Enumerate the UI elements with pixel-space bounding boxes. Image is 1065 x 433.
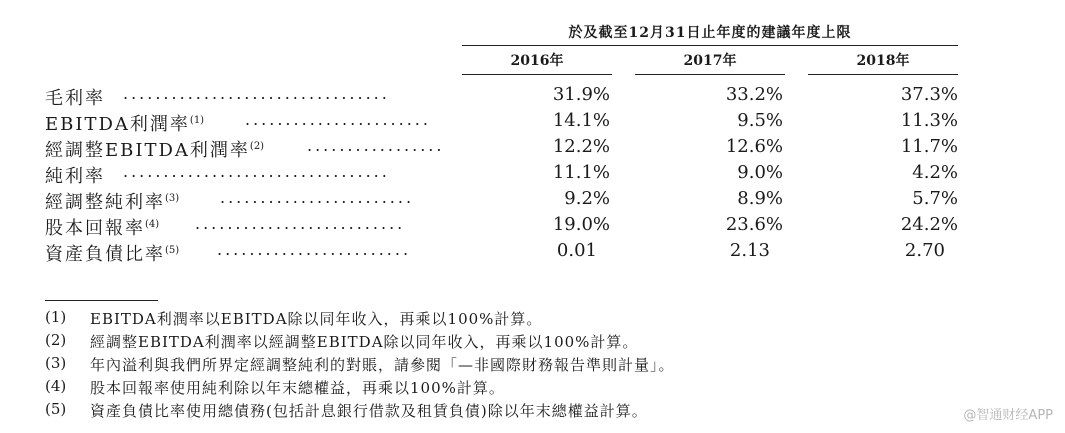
footnote-number: (2) bbox=[45, 331, 67, 349]
footnote-text: 經調整EBITDA利潤率以經調整EBITDA除以同年收入，再乘以100%計算。 bbox=[90, 333, 639, 351]
column-rule-2017 bbox=[635, 74, 785, 75]
row-label: 毛利率 bbox=[45, 88, 105, 109]
value-2017: 8.9% bbox=[737, 188, 783, 209]
leader-dots: ........................ bbox=[220, 188, 415, 207]
table-row bbox=[45, 162, 965, 188]
footnote-number: (3) bbox=[45, 354, 67, 372]
footnote-ref: (4) bbox=[145, 219, 160, 230]
leader-dots: ........................ bbox=[217, 240, 412, 259]
column-header-2018: 2018年 bbox=[856, 53, 910, 69]
value-2018: 24.2% bbox=[900, 214, 958, 235]
column-rule-2018 bbox=[808, 74, 958, 75]
value-2016: 9.2% bbox=[564, 188, 610, 209]
row-label: EBITDA利潤率$^{(1)}$ bbox=[45, 114, 205, 135]
table-row bbox=[45, 188, 965, 214]
value-2016: 19.0% bbox=[552, 214, 610, 235]
footnote-item bbox=[45, 400, 945, 422]
table-group-header: 於及截至12月31日止年度的建議年度上限 bbox=[568, 25, 852, 41]
value-2016: 12.2% bbox=[552, 136, 610, 157]
row-label: 純利率 bbox=[45, 166, 105, 187]
footnote-ref: (5) bbox=[165, 245, 180, 256]
row-label: 資產負債比率$^{(5)}$ bbox=[45, 244, 180, 265]
table-row bbox=[45, 84, 965, 110]
watermark: @智通财经APP bbox=[963, 408, 1053, 423]
table-row bbox=[45, 240, 965, 266]
footnote-item bbox=[45, 377, 945, 399]
footnote-text: 年內溢利與我們所界定經調整純利的對賬，請參閱「—非國際財務報告準則計量」。 bbox=[90, 356, 675, 374]
column-header-2017: 2017年 bbox=[683, 53, 737, 69]
footnote-ref: (1) bbox=[189, 115, 205, 126]
footnote-number: (1) bbox=[45, 308, 67, 326]
footnote-ref: (2) bbox=[249, 141, 265, 152]
value-2017: 12.6% bbox=[725, 136, 783, 157]
leader-dots: ................................. bbox=[123, 84, 390, 103]
footnote-rule bbox=[45, 300, 158, 301]
row-label: 股本回報率$^{(4)}$ bbox=[45, 218, 160, 239]
header-rule bbox=[462, 45, 958, 46]
value-2018: 11.3% bbox=[900, 110, 958, 131]
value-2018: 4.2% bbox=[912, 162, 958, 183]
value-2018: 11.7% bbox=[900, 136, 958, 157]
value-2017: 23.6% bbox=[725, 214, 783, 235]
table-row bbox=[45, 214, 965, 240]
value-2016: 11.1% bbox=[552, 162, 610, 183]
table-row bbox=[45, 136, 965, 162]
footnote-number: (4) bbox=[45, 377, 67, 395]
footnote-item bbox=[45, 308, 945, 330]
value-2018: 2.70 bbox=[904, 240, 945, 261]
row-label: 經調整EBITDA利潤率$^{(2)}$ bbox=[45, 140, 265, 161]
value-2017: 9.0% bbox=[737, 162, 783, 183]
footnote-text: 資產負債比率使用總債務(包括計息銀行借款及租賃負債)除以年末總權益計算。 bbox=[90, 402, 648, 420]
value-2016: 14.1% bbox=[552, 110, 610, 131]
leader-dots: ................. bbox=[307, 136, 445, 155]
leader-dots: ....................... bbox=[245, 110, 431, 129]
leader-dots: .......................... bbox=[195, 214, 406, 233]
leader-dots: ................................. bbox=[123, 162, 390, 181]
value-2017: 2.13 bbox=[729, 240, 770, 261]
footnote-number: (5) bbox=[45, 400, 67, 418]
value-2018: 37.3% bbox=[900, 84, 958, 105]
value-2016: 0.01 bbox=[556, 240, 597, 261]
value-2018: 5.7% bbox=[912, 188, 958, 209]
row-label: 經調整純利率$^{(3)}$ bbox=[45, 192, 180, 213]
footnote-item bbox=[45, 331, 945, 353]
footnote-text: EBITDA利潤率以EBITDA除以同年收入，再乘以100%計算。 bbox=[90, 310, 543, 328]
footnote-ref: (3) bbox=[165, 193, 180, 204]
table-row bbox=[45, 110, 965, 136]
column-rule-2016 bbox=[462, 74, 612, 75]
footnote-text: 股本回報率使用純利除以年末總權益，再乘以100%計算。 bbox=[90, 379, 505, 397]
value-2017: 33.2% bbox=[725, 84, 783, 105]
column-header-2016: 2016年 bbox=[510, 53, 564, 69]
value-2017: 9.5% bbox=[737, 110, 783, 131]
footnote-item bbox=[45, 354, 945, 376]
value-2016: 31.9% bbox=[552, 84, 610, 105]
